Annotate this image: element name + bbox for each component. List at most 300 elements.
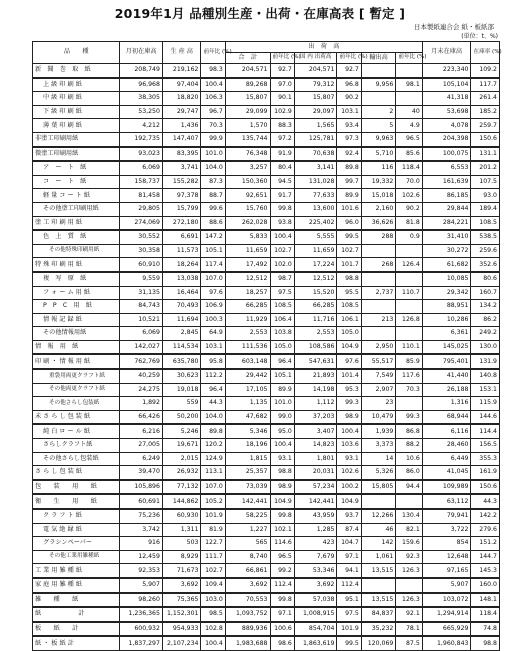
table-cell: 97.2 [270,132,294,146]
row-label: 新 聞 巻 取 紙 [33,64,120,78]
row-label: 下 級 印 刷 紙 [33,105,120,119]
table-cell: 1,815 [225,452,270,466]
row-label: P P C 用 紙 [33,300,120,314]
table-cell: 41,045 [422,466,471,480]
table-cell [361,244,396,258]
table-cell: 1,093,752 [225,607,270,622]
table-cell: 99.0 [270,410,294,424]
table-cell: 80.4 [270,161,294,175]
table-cell: 109,989 [422,480,471,495]
table-cell: 87.5 [396,636,422,650]
table-row [33,202,500,216]
table-cell: 6,553 [422,161,471,175]
table-cell: 105.1 [201,244,225,258]
table-cell: 145.3 [471,564,500,578]
table-cell: 29,747 [162,105,201,119]
table-cell: 12,459 [120,550,163,564]
table-cell: 600,932 [120,622,163,637]
table-cell [396,64,422,78]
table-cell: 5,907 [120,578,163,593]
table-row [33,424,500,438]
table-cell: 98.6 [270,636,294,650]
table-cell: 99.2 [270,564,294,578]
table-cell: 88.6 [201,216,225,230]
table-cell: 100.4 [270,439,294,453]
table-cell: 11,659 [294,244,337,258]
table-cell: 7,549 [361,369,396,383]
table-cell: 99.8 [270,593,294,608]
table-cell: 161.9 [471,466,500,480]
table-cell: 99.8 [270,202,294,216]
table-row [33,622,500,637]
table-cell: 97,404 [162,78,201,92]
table-cell: 153.1 [471,383,500,397]
table-row [33,272,500,286]
table-cell: 97.6 [337,354,361,369]
table-cell: 96,968 [120,78,163,92]
table-cell: 98.9 [270,480,294,495]
table-cell: 854 [422,537,471,551]
table-cell [396,397,422,411]
table-cell: 1,837,297 [120,636,163,650]
table-cell: 10,286 [422,313,471,327]
table-cell: 29,342 [422,286,471,300]
table-cell: 104.9 [337,340,361,354]
row-label: 色 上 質 紙 [33,230,120,244]
table-cell: 86,185 [422,189,471,203]
table-cell: 93.1 [337,452,361,466]
table-cell [361,494,396,509]
row-label: その他情報用紙 [33,327,120,341]
table-cell: 110.1 [396,340,422,354]
table-cell: 5,555 [294,230,337,244]
table-cell: 102.6 [337,466,361,480]
row-label: その他両更クラフト紙 [33,383,120,397]
table-cell: 114,534 [162,340,201,354]
table-cell: 2,950 [361,340,396,354]
table-cell: 97.1 [337,550,361,564]
table-cell: 12,648 [422,550,471,564]
table-cell: 116 [361,161,396,175]
table-cell: 3,742 [120,523,163,537]
table-cell: 538.5 [471,230,500,244]
row-label: 印 刷 ・ 情 報 用 紙 [33,354,120,369]
table-cell: 1,863,619 [294,636,337,650]
table-cell: 97.5 [270,286,294,300]
header-opening-stock: 月初在庫高 [120,42,163,64]
table-cell: 19,671 [162,439,201,453]
table-cell: 112.2 [201,369,225,383]
table-cell: 106.3 [201,92,225,106]
table-cell: 192,735 [120,132,163,146]
table-cell: 13,600 [294,202,337,216]
table-cell: 96.5 [270,550,294,564]
table-cell: 60,930 [162,509,201,523]
table-cell: 106.4 [270,313,294,327]
table-cell: 75,236 [120,509,163,523]
table-cell: 2 [361,105,396,119]
table-cell: 101.9 [201,509,225,523]
table-cell: 108.5 [270,300,294,314]
table-cell: 44.3 [471,494,500,509]
table-cell: 70.3 [396,383,422,397]
table-cell: 78.1 [396,622,422,637]
table-cell: 189.4 [471,202,500,216]
table-cell: 131,028 [294,175,337,189]
row-label: 上 級 印 刷 紙 [33,78,120,92]
table-cell [396,244,422,258]
table-cell: 98.1 [396,78,422,92]
table-cell: 91.9 [270,147,294,162]
table-cell: 100.6 [270,622,294,637]
table-cell: 55,517 [361,354,396,369]
table-row [33,410,500,424]
table-cell: 14,198 [294,383,337,397]
table-cell: 99.8 [270,509,294,523]
row-label: 純 白 ロ ー ル 紙 [33,424,120,438]
table-cell: 100.4 [201,78,225,92]
table-cell: 30,272 [422,244,471,258]
table-cell: 101.6 [337,202,361,216]
table-cell: 104.0 [201,161,225,175]
table-cell: 92,353 [120,564,163,578]
table-cell: 147,407 [162,132,201,146]
table-cell: 9,559 [120,272,163,286]
table-cell: 92.7 [337,64,361,78]
table-cell: 98.5 [201,607,225,622]
table-cell: 40,259 [120,369,163,383]
table-cell: 81.8 [396,216,422,230]
table-cell: 1,316 [422,397,471,411]
table-cell: 2,107,234 [162,636,201,650]
table-cell: 29,097 [294,105,337,119]
table-cell: 46 [361,523,396,537]
table-cell: 559 [162,397,201,411]
table-cell: 213 [361,313,396,327]
table-cell: 117.4 [201,258,225,272]
table-cell: 635,780 [162,354,201,369]
table-cell: 1,008,915 [294,607,337,622]
table-cell: 125,781 [294,132,337,146]
table-cell: 3,722 [422,523,471,537]
table-cell: 111.7 [201,550,225,564]
table-cell: 95.5 [337,286,361,300]
table-cell: 208,749 [120,64,163,78]
table-cell: 74.8 [471,622,500,637]
table-row [33,523,500,537]
table-cell: 15,520 [294,286,337,300]
table-cell: 99.7 [337,175,361,189]
table-cell [396,300,422,314]
table-row [33,564,500,578]
row-label: ア ー ト 紙 [33,161,120,175]
table-cell: 2,160 [361,202,396,216]
table-cell: 9,956 [361,78,396,92]
table-row [33,397,500,411]
table-cell: 11,659 [225,244,270,258]
table-row [33,537,500,551]
table-row [33,78,500,92]
table-cell: 105,896 [120,480,163,495]
table-cell: 95.0 [270,424,294,438]
header-closing-stock: 月末在庫高 [422,42,471,64]
table-row [33,578,500,593]
unit-label: (単位：t、%) [461,33,498,40]
table-row [33,230,500,244]
table-row [33,132,500,146]
table-cell: 100.4 [201,636,225,650]
table-row [33,607,500,622]
row-label: 塗 工 印 刷 用 紙 [33,216,120,230]
table-cell: 102.1 [270,523,294,537]
table-cell: 102.8 [201,622,225,637]
table-cell: 3,692 [162,578,201,593]
table-cell: 73,039 [225,480,270,495]
table-cell: 104.9 [270,494,294,509]
table-cell: 100.2 [337,480,361,495]
table-cell: 47,682 [225,410,270,424]
table-cell: 3,741 [162,161,201,175]
table-row [33,286,500,300]
table-cell: 102.7 [270,244,294,258]
table-row [33,92,500,106]
table-cell: 1,311 [162,523,201,537]
table-cell: 97,378 [162,189,201,203]
table-cell: 102.7 [337,244,361,258]
row-label: その他塗工印刷用紙 [33,202,120,216]
table-cell: 142 [361,537,396,551]
table-cell [396,327,422,341]
table-cell: 2,845 [162,327,201,341]
table-cell: 6,449 [422,452,471,466]
table-cell: 93.4 [337,119,361,133]
table-cell: 96.7 [201,105,225,119]
table-cell: 10.6 [396,452,422,466]
header-export-yoy: 前年比 (%) [396,53,422,64]
table-cell: 10,521 [120,313,163,327]
table-cell: 44.3 [201,397,225,411]
table-cell: 1,285 [294,523,337,537]
table-cell: 18,196 [225,439,270,453]
table-cell: 17,224 [294,258,337,272]
row-label: 電 気 絶 縁 紙 [33,523,120,537]
table-cell: 14 [361,452,396,466]
header-shipments: 出 荷 高 [225,42,422,53]
table-cell: 26,932 [162,466,201,480]
table-cell: 101.0 [270,397,294,411]
table-cell: 66,426 [120,410,163,424]
table-cell: 86.2 [471,313,500,327]
table-cell: 3,373 [361,439,396,453]
table-cell: 161,639 [422,175,471,189]
table-cell: 18,257 [225,286,270,300]
table-cell: 38,305 [120,92,163,106]
table-row [33,244,500,258]
table-cell: 135,744 [225,132,270,146]
table-cell: 94.5 [270,175,294,189]
table-cell: 79,312 [294,78,337,92]
table-cell: 102.7 [201,564,225,578]
table-cell: 29,099 [225,105,270,119]
table-cell: 15,799 [162,202,201,216]
table-cell: 89.9 [337,189,361,203]
table-cell: 15,807 [294,92,337,106]
row-label: 薄 葉 印 刷 紙 [33,119,120,133]
table-cell: 89.9 [270,383,294,397]
row-label: グラシンペーパー [33,537,120,551]
table-cell: 8,929 [162,550,201,564]
table-cell: 103.6 [337,439,361,453]
table-cell: 104.7 [337,537,361,551]
table-cell: 547,631 [294,354,337,369]
table-cell: 8,740 [225,550,270,564]
table-cell: 13,515 [361,564,396,578]
table-cell: 19,332 [361,175,396,189]
table-cell: 99.6 [201,202,225,216]
row-label: 微塗工印刷用紙 [33,147,120,162]
table-cell: 160.0 [471,578,500,593]
table-cell: 13,515 [361,593,396,608]
table-cell: 106.9 [201,300,225,314]
table-cell: 98.8 [471,636,500,650]
table-cell: 5,710 [361,147,396,162]
table-cell: 124.9 [201,452,225,466]
table-row [33,439,500,453]
table-cell: 29,442 [225,369,270,383]
table-cell: 107.0 [201,480,225,495]
table-cell: 5,833 [225,230,270,244]
table-cell: 11,694 [162,313,201,327]
table-cell: 57,038 [294,593,337,608]
table-cell: 134.2 [471,300,500,314]
table-cell: 92.3 [396,550,422,564]
table-cell: 3,692 [225,578,270,593]
table-cell: 97.0 [270,78,294,92]
table-cell: 105.1 [270,369,294,383]
table-cell: 90.1 [270,92,294,106]
table-cell: 99.5 [337,230,361,244]
table-cell: 88.7 [201,189,225,203]
table-cell: 201.2 [471,161,500,175]
table-cell: 87.4 [337,523,361,537]
table-cell: 150,360 [225,175,270,189]
row-label: ク ラ フ ト 紙 [33,509,120,523]
row-label: 紙 ・ 板 紙 計 [33,636,120,650]
table-cell: 158,737 [120,175,163,189]
table-cell: 63,112 [422,494,471,509]
table-cell: 77,132 [162,480,201,495]
row-label: さ ら し 包 装 紙 [33,466,120,480]
table-cell: 13,038 [162,272,201,286]
table-cell: 1,152,301 [162,607,201,622]
table-cell: 6,216 [120,424,163,438]
table-cell: 126.3 [396,593,422,608]
table-cell: 111,536 [225,340,270,354]
table-cell: 1,227 [225,523,270,537]
table-cell: 102.9 [270,105,294,119]
table-cell: 5 [361,119,396,133]
table-cell: 10,479 [361,410,396,424]
table-cell: 118.4 [471,607,500,622]
table-cell: 99.3 [337,397,361,411]
table-cell: 126.8 [396,313,422,327]
row-label: 未 さ ら し 包 装 紙 [33,410,120,424]
table-body [33,64,500,651]
table-cell: 268 [361,258,396,272]
table-cell: 96.5 [396,132,422,146]
table-cell: 96.8 [337,78,361,92]
table-row [33,161,500,175]
table-cell: 105,104 [422,78,471,92]
table-row [33,550,500,564]
table-cell: 142,441 [294,494,337,509]
table-cell: 16,464 [162,286,201,300]
table-cell: 21,893 [294,369,337,383]
table-cell: 103.8 [270,327,294,341]
table-row [33,189,500,203]
table-cell: 14,823 [294,439,337,453]
table-cell: 92.7 [270,64,294,78]
table-cell [361,578,396,593]
table-cell: 352.6 [471,258,500,272]
table-cell: 80.6 [471,272,500,286]
table-cell: 261.4 [471,92,500,106]
table-cell: 41,440 [422,369,471,383]
table-cell: 97.1 [270,607,294,622]
production-table [32,41,500,651]
table-cell [361,92,396,106]
row-label: 特 殊 印 刷 用 紙 [33,258,120,272]
table-cell: 70,638 [294,147,337,162]
table-cell: 84,837 [361,607,396,622]
table-cell: 30,552 [120,230,163,244]
table-cell: 104.0 [201,410,225,424]
table-row [33,258,500,272]
table-cell: 103.0 [201,593,225,608]
table-cell: 148.1 [471,593,500,608]
table-cell: 66,285 [225,300,270,314]
table-cell: 117.6 [396,369,422,383]
table-cell: 147.2 [201,230,225,244]
table-cell: 889,936 [225,622,270,637]
table-cell: 106.1 [337,313,361,327]
table-cell: 6,691 [162,230,201,244]
table-cell: 126.4 [396,258,422,272]
table-cell: 185.2 [471,105,500,119]
table-row [33,452,500,466]
table-cell: 83,395 [162,147,201,162]
table-row [33,105,500,119]
table-cell: 61,682 [422,258,471,272]
table-row [33,313,500,327]
table-cell: 4.9 [396,119,422,133]
table-cell: 101.4 [337,369,361,383]
table-cell: 223,340 [422,64,471,78]
table-cell: 27,005 [120,439,163,453]
row-label: 工 業 用 雑 種 紙 [33,564,120,578]
table-cell: 40 [396,105,422,119]
row-label: 重袋用両更クラフト紙 [33,369,120,383]
table-cell [396,92,422,106]
table-cell: 57,234 [294,480,337,495]
table-cell: 142,027 [120,340,163,354]
table-cell: 795,401 [422,354,471,369]
table-cell: 88,951 [422,300,471,314]
table-row [33,175,500,189]
table-cell: 97.3 [337,132,361,146]
table-cell: 97.5 [337,607,361,622]
table-cell: 11,573 [162,244,201,258]
